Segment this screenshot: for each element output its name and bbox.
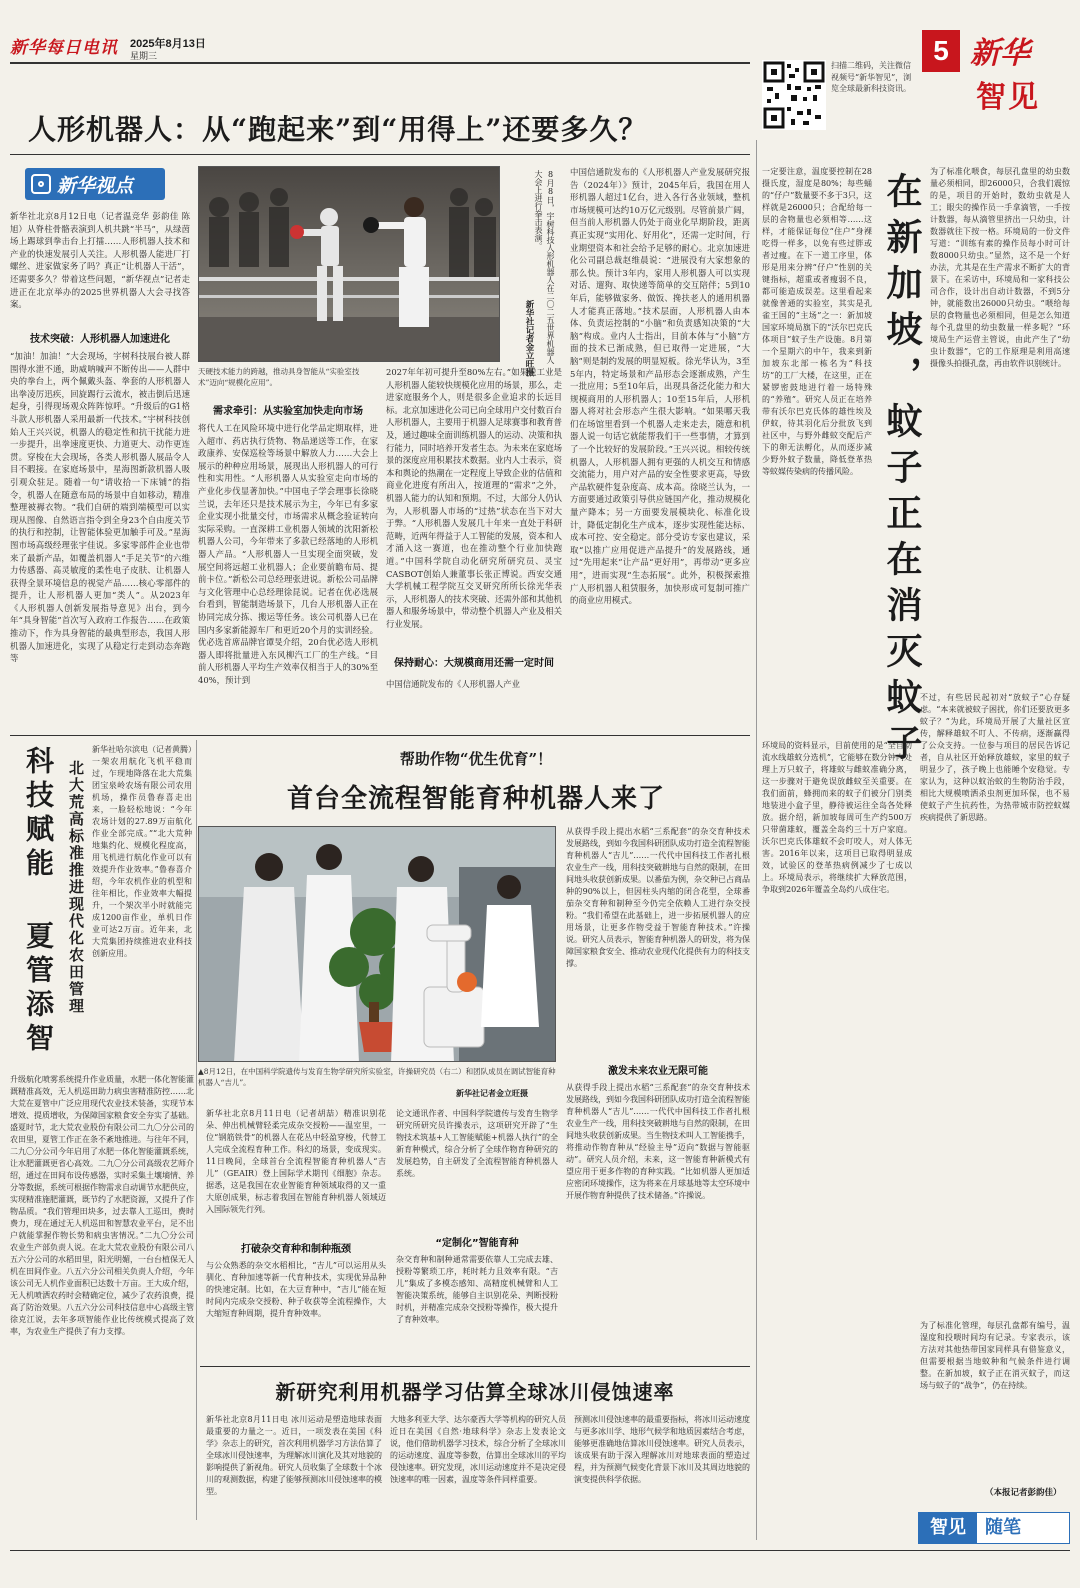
issue-date: 2025年8月13日 — [130, 38, 206, 50]
page-bottom-rule — [10, 1550, 1070, 1551]
issue-weekday: 星期三 — [130, 51, 158, 61]
photo1-caption: 天硬技术能力的跨越，推动具身智能从“实验室技术”迈向“规模化应用”。 — [198, 367, 360, 387]
a4-subhead-3: 激发未来农业无限可能 — [608, 1066, 708, 1077]
section-name: 智见 — [976, 80, 1040, 115]
a4-body-1: 与公众熟悉的杂交水稻相比，“吉儿”可以运用从头驯化、育种加速等新一代育种技术，实现优异品种的快速定制。比如，在大豆育种中，“吉儿”能在短时间内完成杂交授粉、种子收获等全流程操作，大大缩短育种周期，提升育种效率。 — [206, 1261, 386, 1318]
a4-headline: 首台全流程智能育种机器人来了 — [286, 784, 665, 814]
a5-col-2: 大地多利亚大学、达尔豪西大学等机构的研究人员近日在美国《自然·地球科学》杂志上发表论文说，他们借助机器学习技术，综合分析了全球冰川的运动速度、温度等参数，估算出全球冰川的平均侵蚀速率。研究发现，冰川运动速度并不是决定侵蚀速率的唯一因素，温度等条件同样重要。 — [390, 1415, 566, 1484]
a1-headline-rule — [10, 154, 750, 155]
a4-body-right: 从获得手段上提出水稻“三系配套”的杂交育种技术发展路线，到如今我国科研团队成功打造全流程智能育种机器人“吉儿”……一代代中国科技工作者扎根农业生产一线，用科技突破耕地与自然的限制，在田间地头收获创新成果。以番茄为例，杂交种已占商品种的90%以上，但因柱头内缩的闭合花型，全球番茄杂交育种和制种至今仍完全依赖人工进行杂交授粉。“我们希望在此基础上，进一步拓展机器人的应用场景，让更多作物受益于智能育种技术。”许操说。研究人员表示，智能育种机器人的研发，将为保障国家粮食安全、推动农业现代化提供有力的科技支撑。 — [566, 827, 750, 968]
a4-kicker: 帮助作物“优生优育”！ — [399, 750, 553, 768]
a4-lead: 新华社北京8月11日电（记者胡喆）精准识别花朵、伸出机械臂轻柔完成杂交授粉——温室里，一位“钢筋铁骨”的机器人在花丛中轻盈穿梭，代替工人完成全流程育种工作。科幻的场景，变成现实。11日晚间，全球首台全流程智能育种机器人“吉儿”（GEAIR）登上国际学术期刊《细胞》杂志。据悉，这是我国在农业智能育种领域取得的又一重大原创成果，标志着我国在智能育种机器人领域迈入国际领先行列。 — [206, 1109, 386, 1214]
a1-subhead-1: 技术突破：人形机器人加速进化 — [30, 334, 170, 345]
a1-body-3: 2027年年初可提升至80%左右。”如果说工业是人形机器人能较快规模化应用的场景，那么，走进家庭服务个人，则是很多企业追求的长远目标。北京加速进化公司已向全球用户交付数百台人形机器人，主要用于机器人足球赛事和教育普及，通过趣味全面训练机器人的运动、决策和执行能力，同时培养开发者生态。为未来在家庭场景的深度应用积累技术数据。业内人士表示，资本和舆论的热潮在一定程度上导致企业的估值和商业化进度有所出入，按道理的“需求”之外，机器人能力的认知和预期。不过，大部分人仍认为，人形机器人市场的“过热”状态在当下对大于弊。“人形机器人发展几十年来一直处于科研范畴，近两年得益于人工智能的发展，资本和人才涌入这一赛道，也在推动整个行业加快跑道。”中国科学院自动化研究所研究员、灵宝CASBOT创始人兼董事长张正博说。西安交通大学机械工程学院互交叉研究所所长徐光华表示，人形机器人的技术突破、还需外部和其他机器人和服务场景中，带动整个机器人产业及相关行业发展。 — [386, 367, 562, 629]
a3-lead: 新华社哈尔滨电（记者黄腾）一架农用航化飞机平稳而过，乍现地降落在北大荒集团宝泉岭农场有限公司农用机场，操作员鲁春喜走出来，一脸轻松地说：“今年农场计划的27.89万亩航化作业全部完成。”“北大荒种地集约化、规模化程度高，用飞机进行航化作业可以有效提升作业效率。”鲁春喜介绍，今年农机作业的机型和往年相比，作业效率大幅提升，一个架次半小时就能完成1200亩作业，单机日作业可达2万亩。近年来，北大荒集团持续推进农业科技创新应用。 — [92, 745, 192, 958]
a4-subhead-1: 打破杂交育种和制种瓶颈 — [241, 1244, 351, 1255]
qr-text: 扫描二维码，关注微信视频号“新华智见”，浏览全球最新科技资讯。 — [831, 61, 912, 93]
a3-subheadline: 北大荒高标准推进现代化农田管理 — [67, 760, 85, 1015]
paper-logo: 新华每日电讯 — [10, 38, 118, 58]
a1-body-2: 将代人工在风险环境中进行化学品定期取样，进入超市、药店执行货物、物品递送等工作，在家政康养、安保巡检等场景中解放人力……大会上展示的种种应用场景，展现出人形机器人的可行性和实用性。“人形机器人从实验室走向市场的产业化步伐显著加快。”中国电子学会理事长徐晓兰说，去年还只是技术展示为主，今年已有多家企业实现小批量交付，市场需求从概念验证转向实际采购。一直深耕工业机器人领域的沈阳新松机器人公司，今年带来了多款已经落地的人形机器人产品。“人形机器人一旦实现全面突破，发展空间将远超工业机器人；企业要前瞻布局、提前卡位。”新松公司总经理张进说。新松公司品牌与文化管理中心总经理徐昆说。记者在优必选展台看到，智能制造场景下，几台人形机器人正在协同完成分拣、搬运等任务。该公司机器人已在国内多家新能源车厂和更近20个月的实训经验。优必选首席品牌官谭旻介绍，20台优必选人形机器人即将批量进入东风柳汽工厂的生产线。“目前人形机器人平均生产效率仅相当于人的30%至40%，预计到 — [198, 423, 378, 685]
boxing-robot-photo — [198, 166, 500, 362]
a2-col-1: 一定要注意，温度要控制在28摄氏度，湿度是80%；每些蛹的“仔户”数量要不多于3只，这样就是26000只；合配给每一层的舍物量也必须相等……这样，才能保证每位“住户”身裸吃得一样多，以免有些过胖或者过瘦。在下一道工序里，体形是用来分辨“仔户”性别的关键指标，超重或者瘦弱不良，都可能造成误差。这里看起来就像普通的实验室，其实是孔雀王国的“主场”之一：新加坡国家环境局旗下的“沃尔巴克氏体项目”蚊子生产设施。8月第一个星期六的中午，我来到新加坡东北部一栋名为“科技坊”的工厂大楼，在这里，正在紧锣密鼓地进行着一场特殊的“养殖”。研究人员正在培养带有沃尔巴克氏体的雄性埃及伊蚊，待其羽化后分批放飞到社区中，与野外雌蚊交配后产下的卵无法孵化，从而逐步减少野外蚊子数量，降低登革热等蚊媒传染病的传播风险。 — [762, 167, 872, 476]
section-logo: 新华 — [970, 36, 1030, 71]
a1-bottom-rule — [10, 735, 750, 736]
a1-body-4: 中国信通院发布的《人形机器人产业发展研究报告（2024年）》预计，2045年后，我国在用人形机器人超过1亿台，进入各行各业领域，整机市场规模可达约10万亿元级别。尽管前景广阔，但当前人形机器人仍处于商业化早期阶段，距离真正实现“实用化、好用化”，还需一定时间，行业期望资本和社会给予足够的耐心。北京加速进化公司副总裁赵维晨说：“进展没有大家想象的那么快。预计3年内，家用人形机器人可以实现对话、遛狗、取快递等简单的交互陪伴；5到10年后，能够做家务、做饭、搀扶老人的通用机器人才能真正落地。”技术层面，人形机器人由本体、负责运控制的“小脑”和负责感知决策的“大脑”构成。业内人士指出，目前本体与“小脑”方面的技术已渐成熟，但已取得一定进展，“大脑”则是制约发展的明显短板。徐光华认为，3至5年内，特定场景和产品形态会逐渐成熟，产生一批应用；5至10年后，出现具备泛化能力和大规模商用的人形机器人；10至15年后，人形机器人将对社会形态产生很大影响。“如果哪天我们在场馆里看到一个机器人走来走去，随意和机器人说一句话它就能帮我们干一些事情，才算到了一个比较好的发展阶段。”王兴兴说。相较传统机器人，人形机器人拥有更强的人机交互和情感交流能力，用户对产品的安全性要求更高，导致产品软硬件复杂度高、成本高。徐晓兰认为，一方面要通过政策引导供应链国产化，推动规模化量产降本；另一方面要发展模块化、标准化设计，降低定制化生产成本，逐步实现性能达标、成本可控、安全稳定。部分受访专家也建议，采取“以推广应用促进产品提升”的发展路线，通过“先用起来”让产品“更好用”，再带动“更多应用”，进而实现“生态拓展”。此外，积极探索推广人形机器人租赁服务，加快形成可复制可推广的商业应用模式。 — [570, 167, 750, 606]
a2-signature: （本报记者彭韵佳） — [985, 1488, 1062, 1498]
page-number: 5 — [922, 30, 960, 72]
a4-bottom-rule — [200, 1366, 750, 1367]
a1-headline: 人形机器人：从“跑起来”到“用得上”还要多久？ — [28, 113, 648, 146]
a1-body-3b: 中国信通院发布的《人形机器人产业 — [386, 679, 520, 689]
a1-subhead-3: 保持耐心：大规模商用还需一定时间 — [394, 658, 554, 669]
vertical-divider — [756, 140, 757, 1540]
a4-subhead-2: “定制化”智能育种 — [435, 1238, 519, 1249]
photo1-vcaption-text: 8月8日，宇树科技人形机器人在二〇二五世界机器人大会上进行拳击表演。 — [534, 170, 555, 364]
column-label-left: 智见 — [919, 1513, 977, 1543]
a2-headline: 在新加坡，蚊子正在消灭蚊子 — [881, 172, 923, 770]
badge-label: 新华视点 — [57, 175, 134, 197]
a3-divider — [196, 740, 197, 1520]
a2-col-4: 不过，有些居民起初对“放蚊子”心存疑虑。“本来就被蚊子困扰，你们还要放更多蚊子？”为此，环境局开展了大量社区宣传，解释雄蚊不叮人、不传病，逐渐赢得了公众支持。一位参与项目的居民告诉记者，自从社区开始释放雄蚊，家里的蚊子明显少了，孩子晚上也能睡个安稳觉。专家认为，这种以蚊治蚊的生物防治手段，相比大规模喷洒杀虫剂更加环保，也不易使蚊子产生抗药性，为热带城市防控蚊媒疾病提供了新思路。 — [920, 693, 1070, 822]
a1-subhead-2: 需求牵引：从实验室加快走向市场 — [213, 406, 363, 417]
qr-code — [762, 60, 826, 130]
photo1-credit: 新华社记者金立旺摄 — [524, 300, 534, 377]
a4-body-3: 杂交育种和制种通常需要依靠人工完成去雄、授粉等繁琐工序，耗时耗力且效率有限。“吉儿”集成了多模态感知、高精度机械臂和人工智能决策系统，能够自主识别花朵、判断授粉时机，并精准完成杂交授粉等操作，极大提升了育种效率。 — [396, 1255, 558, 1324]
a5-col-3: 预测冰川侵蚀速率的最重要指标，将冰川运动速度与更多冰川学、地形气候学和地质因素结合考虑，能够更准确地估算冰川侵蚀速率。研究人员表示，该成果有助于深入理解冰川对地球表面的塑造过程，并为预测气候变化背景下冰川及其周边地貌的演变提供科学依据。 — [574, 1415, 750, 1484]
breeding-robot-photo — [198, 826, 556, 1062]
a1-lead: 新华社北京8月12日电（记者温竞华 彭韵佳 陈旭）从脊柱骨骼表演到人机共跳“半马”，从绿茵场上踢球到拳击台上打擂……人形机器人技术和产业的快速发展引人关注。人形机器人能进厂打螺丝、进家做家务了吗？真正“让机器人干活”，还需要多久？带着这些问题，“新华视点”记者走进正在北京举办的2025世界机器人大会寻找答案。 — [10, 211, 190, 310]
a3-body: 升级航化喷雾系统提升作业质量，水肥一体化智能灌溉精准高效，无人机巡田助力病虫害精准防控……北大荒在夏管中广泛应用现代农业技术装备，实现节本增效、提质增收，为保障国家粮食安全夯实了基础。盛夏时节，北大荒农业股份有限公司二九〇分公司的农田里，夏管工作正在条不紊地推进。与往年不同，二九〇分公司今年启用了水肥一体化智能灌溉系统，让水肥灌溉更省心高效。二九〇分公司高级农艺师介绍，通过在田间布设传感器，实时采集土壤墒情、养分等数据，系统可根据作物需求自动调节水肥供应，实现精准施肥灌溉，既节约了水肥资源，又提升了作物品质。“我们管理田块多，过去靠人工巡田，费时费力，现在通过无人机巡田和智慧农业平台，足不出户就能掌握作物长势和病虫害情况。”二九〇分公司农业生产部负责人说。在北大荒农业股份有限公司八五六分公司的水稻田里，阳光明媚，一台台植保无人机在田间作业。八五六分公司相关负责人介绍，今年该公司无人机作业面积已达数十万亩。王大成介绍，无人机喷洒农药时会精确定位，减少了农药浪费，提高了防治效果。八五六分公司科技信息中心高级主管徐克江说，去年多项智能作业比传统模式提高了效率，为农业生产提供了有力支撑。 — [10, 1075, 194, 1336]
a5-headline: 新研究利用机器学习估算全球冰川侵蚀速率 — [275, 1380, 675, 1404]
a2-col-2: 为了标准化喂食，每层孔盘里的幼虫数量必须相同，即26000只，合我们震惊的是，项目的开始时，数幼虫就是人工；眼尖的操作员一手拿滴管，一手按计数器，每从滴管里挤出一只幼虫，计数器就往下按一格。环境局的一份文件写道：“训练有素的操作员每小时可计数8000只幼虫。”显然，这不是一个好办法，尤其是在生产需求不断扩大的背景下。在采访中，环境局和一家科技公司合作，设计出自动计数器，不到5分钟，就能数出26000只幼虫。“喂给每层的食物量也必须相同，但是怎么知道每个孔盘里的幼虫数量一样多呢？”环境局生产运营主管说，由此产生了“幼虫计数器”，它的工作原理是利用高速摄像头拍摄孔盘，再由软件识别统计。 — [930, 167, 1070, 368]
a4-credit: 新华社记者金立旺摄 — [456, 1088, 528, 1098]
a1-body-1: “加油！加油！”大会现场，宇树科技展台被人群围得水泄不通，助威呐喊声不断传出——人群中央的拳台上，两个佩戴头盔、拳套的人形机器人出拳凌厉迅疾，回旋踢行云流水，被击倒后迅速起身，引得现场观众阵阵惊呼。“升级后的G1格斗款人形机器人采用最新一代技术。”宇树科技创始人王兴兴说，机器人的稳定性和抗干扰能力进一步提升，出拳速度更快、力道更大、动作更连贯。穿梭在大会现场，各类人形机器人展品令人目不暇接。在家庭场景中，星海图新款机器人吸引观众驻足。随着一句“请收拾一下床铺”的指令，机器人在随意布局的场景中自如移动，精准整理被褥衣物。“我们自研的端到端模型可以实现从图像、自然语言指令到全身23个自由度关节的执行和控制，让智能体验更加触手可及。”星海图市场高级经理张宇佳说。多家零部件企业也带来了最新产品，如覆盖机器人“手足关节”的六维力传感器、高灵敏度的柔性电子皮肤、让机器人获得全景环境信息的视觉产品……核心零部件的提升，让人形机器人更加“类人”。从2023年《人形机器人创新发展指导意见》出台，到今年“具身智能”首次写入政府工作报告……在政策推动下，作为具身智能的最典型形态，我国人形机器人加速进化，实现了从稳定行走到动态奔跑等 — [10, 351, 190, 664]
a4-body-right-2: 从获得手段上提出水稻“三系配套”的杂交育种技术发展路线，到如今我国科研团队成功打造全流程智能育种机器人“吉儿”……一代代中国科技工作者扎根农业生产一线，用科技突破耕地与自然的限制，在田间地头收获创新成果。当生物技术叫人工智能携手，将推动作物育种从“经验主导”迈向“数据与智能驱动”。研究人员介绍，未来，这一智能育种新模式有望应用于更多作物的育种实践。“比如机器人更加适应密闭环境操作，这为将来在月球基地等太空环境中开展作物育种提供了技术储备。”许操说。 — [566, 1083, 750, 1200]
masthead — [10, 33, 750, 59]
camera-icon — [31, 174, 51, 194]
a4-body-2: 论文通讯作者、中国科学院遗传与发育生物学研究所研究员许操表示，这项研究开辟了“生物技术筑基+人工智能赋能+机器人执行”的全新育种模式，综合分析了全球作物育种研究的发展趋势，自主研发了全流程智能育种机器人系统。 — [396, 1109, 558, 1178]
masthead-rule — [10, 62, 750, 64]
xinhua-viewpoint-badge — [25, 168, 165, 200]
a2-col-5: 为了标准化管理，每层孔盘都有编号，温湿度和投喂时间均有记录。专家表示，该方法对其他热带国家同样具有借鉴意义，但需要根据当地蚊种和气候条件进行调整。在新加坡，蚊子正在消灭蚊子，而这场与蚊子的“战争”，仍在持续。 — [920, 1321, 1070, 1390]
a2-col-3: 环境局的资料显示，目前使用的是“全自动流水线雄蚊分选机”，它能够在数分钟内处理上万只蚊子，将雄蚊与雌蚊准确分离，这一步骤对于避免误放雌蚊至关重要。在我们面前，蜂拥而来的蚊子们被分门别类地装进小盒子里，静待被运往全岛各处释放。据介绍，新加坡每周可生产约500万只带菌雄蚊，覆盖全岛约三十万户家庭。沃尔巴克氏体雄蚊不会叮咬人，对人体无害。2016年以来，这项目已取得明显成效，试验区的登革热病例减少了七成以上。环境局表示，将继续扩大释放范围，争取到2026年覆盖全岛约八成住宅。 — [762, 741, 912, 894]
a4-caption: ▲8月12日，在中国科学院遗传与发育生物学研究所实验室，许操研究员（右二）和团队成员在调试智能育种机器人“吉儿”。 — [198, 1067, 556, 1087]
a3-headline: 科技赋能 夏管添智 — [22, 746, 55, 1057]
column-label-right: 随笔 — [985, 1517, 1021, 1538]
column-label — [918, 1512, 1070, 1544]
a5-col-1: 新华社北京8月11日电 冰川运动是塑造地球表面最重要的力量之一。近日，一项发表在美国《科学》杂志上的研究，首次利用机器学习方法估算了全球冰川侵蚀速率，为理解冰川演化及其对地貌的影响提供了新视角。研究人员收集了全球数十个冰川的观测数据，构建了能够预测冰川侵蚀速率的模型。 — [206, 1415, 382, 1496]
